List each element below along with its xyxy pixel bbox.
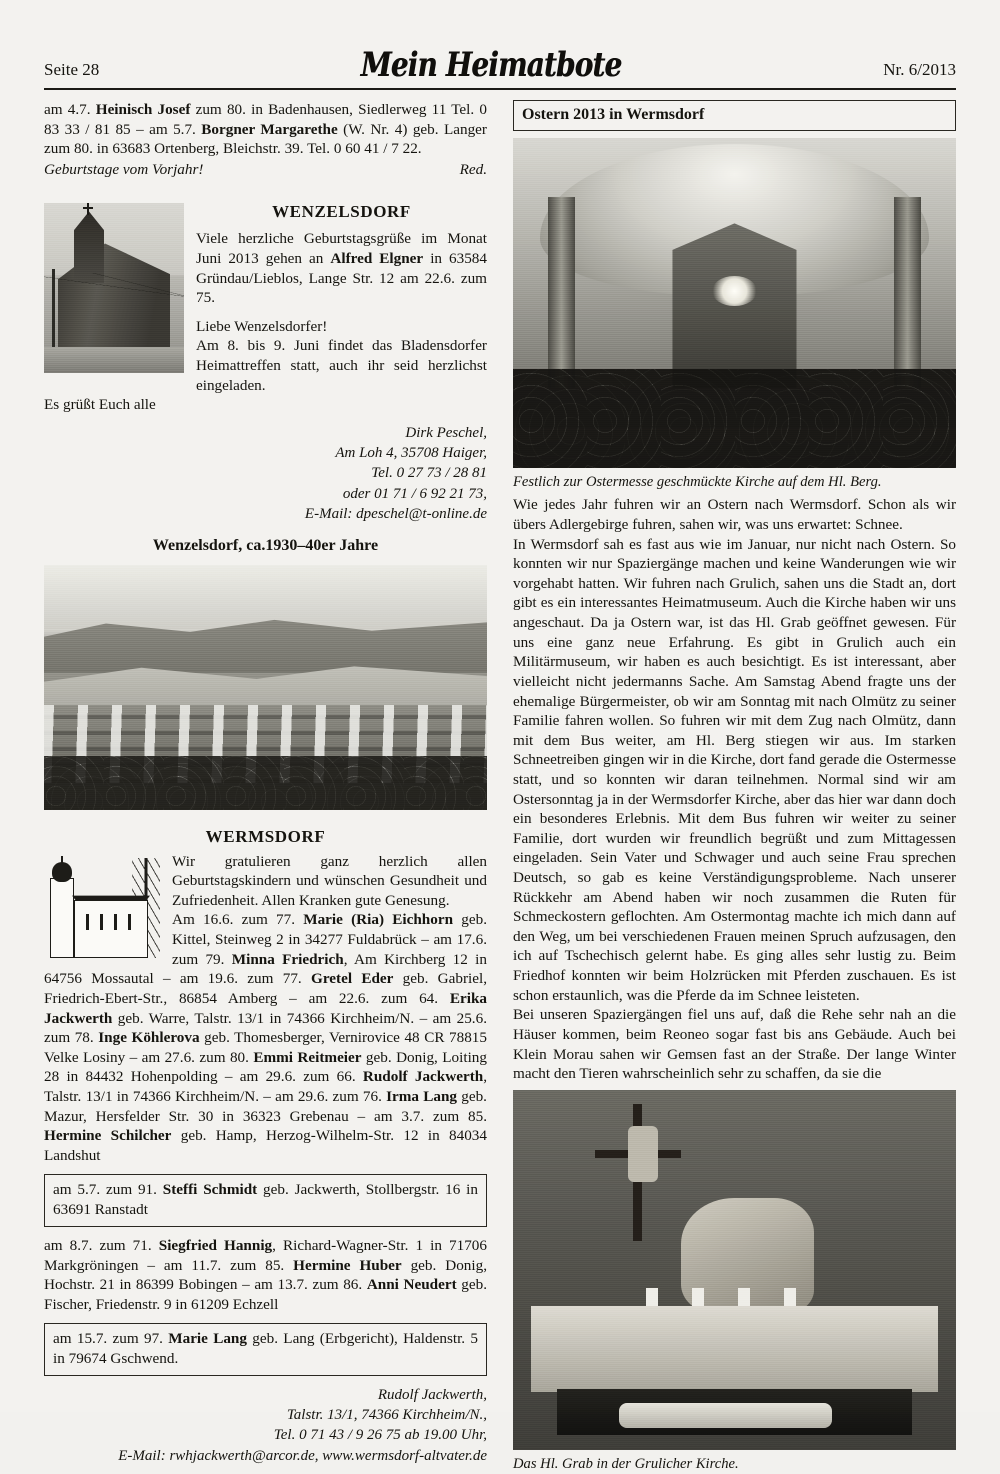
holy-grave-caption: Das Hl. Grab in der Grulicher Kirche. xyxy=(513,1455,739,1472)
wermsdorf-intro: Wir gratulieren ganz herzlich allen Geburtstagskindern und wünschen Gesundheit und Zufriedenheit. Allen Kranken gute Genesung. xyxy=(172,852,487,909)
wenzelsdorf-panorama-photo xyxy=(44,565,487,810)
birthdays-continued-text: am 4.7. Heinisch Josef zum 80. in Badenhausen, Siedlerweg 11 Tel. 0 83 33 / 81 85 – am 5.7. Borgner Margarethe (W. Nr. 4) geb. Langer zum 80. in 63683 Ortenberg, Bleichstr. 39. Tel. 0 60 41 / 7 22. xyxy=(44,101,487,158)
left-column xyxy=(44,100,487,1464)
holy-grave-photo xyxy=(513,1090,956,1450)
ostern-heading: Ostern 2013 in Wermsdorf xyxy=(513,100,956,131)
signature-line: Am Loh 4, 35708 Haiger, xyxy=(335,445,487,462)
section-wenzelsdorf xyxy=(44,201,487,809)
ostern-para-2: In Wermsdorf sah es fast aus wie im Januar, nur nicht nach Ostern. So konnten wir nur Spaziergänge machen und keine Wanderungen wie wir vorgehabt hatten. Wir fuhren nach Grulich, sahen uns die Stadt an, dort gibt es ein interessantes Heimatmuseum. Auch die Kirche haben wir uns angeschaut. Da ja Ostern war, ist das Hl. Grab geöffnet gewesen. Für uns eine ganz neue Erfahrung. Es gibt in Grulich auch ein Militärmuseum, wir haben es auch besichtigt. Es ist interessant, aber vielleicht nicht jedermanns Sache. Am Samstag Abend fragte uns der ehemalige Bürgermeister, ob wir am Sonntag mit nach Olmütz zu seiner Familie fahren wollen. So fuhren wir mit dem Zug nach Olmütz, dann mit dem Bus weiter, am Hl. Berg stiegen wir aus. Im starken Schneetreiben gingen wir in die Kirche, dort fand gerade die Ostermesse statt, und so konnten wir daran teilnehmen. Normal sind wir am Ostersonntag ja in der Wermsdorfer Kirche, aber das hier war dann doch ein besonderes Erlebnis. Mit dem Bus fuhren wir weiter zu seiner Familie, dort wurden wir freundlich begrüßt und zum Mittagessen eingeladen. Sein Vater und Schwager und auch seine Frau sprechen Deutsch, so gab es keine Verständigungsprobleme. Nach unserer Rückkehr am Abend haben wir noch zusammen die Ruten für Schmeckostern geflochten. Am Ostermontag machte ich mich dann auf den Weg, um bei verschiedenen Frauen meinen Spruch aufzusagen, den ich auf Tschechisch gelernt habe. Es ging alles sehr lustig zu. Beim Friedhof konnten wir beim Holzrücken mit Pferden zuschauen. Es ist schon erstaunlich, was die Pferde da im Schnee leisteten. xyxy=(513,535,956,1004)
church-interior-photo xyxy=(513,138,956,468)
signature-line: Tel. 0 27 73 / 28 81 xyxy=(371,465,487,482)
wermsdorf-box-1: am 5.7. zum 91. Steffi Schmidt geb. Jackwerth, Stollbergstr. 16 in 63691 Ranstadt xyxy=(44,1174,487,1227)
wenzelsdorf-heading: WENZELSDORF xyxy=(272,202,411,222)
wenzelsdorf-para-2: Am 8. bis 9. Juni findet das Bladensdorfer Heimattreffen statt, auch ihr seid herzlichst eingeladen. xyxy=(196,337,487,394)
signature-line: Tel. 0 71 43 / 9 26 75 ab 19.00 Uhr, xyxy=(273,1427,487,1444)
church-interior-caption: Festlich zur Ostermesse geschmückte Kirche auf dem Hl. Berg. xyxy=(513,473,882,490)
wermsdorf-heading: WERMSDORF xyxy=(205,826,326,846)
signature-line: Talstr. 13/1, 74366 Kirchheim/N., xyxy=(286,1407,487,1424)
ostern-para-3: Bei unseren Spaziergängen fiel uns auf, daß die Rehe sehr nah an die Häuser kommen, beim Reoneo sogar fast bis ans Gebäude. Auch bei Klein Morau sahen wir Gemsen fast an der Straße. Der lange Winter macht den Tieren wahrscheinlich sehr zu schaffen, da sie die xyxy=(513,1006,956,1083)
wermsdorf-box-2: am 15.7. zum 97. Marie Lang geb. Lang (Erbgericht), Haldenstr. 5 in 79674 Gschwend. xyxy=(44,1323,487,1376)
panorama-caption: Wenzelsdorf, ca.1930–40er Jahre xyxy=(152,537,379,555)
issue-number: Nr. 6/2013 xyxy=(883,60,956,79)
signature-line: Rudolf Jackwerth, xyxy=(377,1386,487,1403)
wermsdorf-signature xyxy=(44,1385,487,1466)
two-column-layout xyxy=(44,100,956,1472)
signature-email: E-Mail: rwhjackwerth@arcor.de, www.wermsdorf-altvater.de xyxy=(118,1447,487,1464)
chapel-photo xyxy=(44,203,184,373)
wenzelsdorf-salutation: Liebe Wenzelsdorfer! xyxy=(196,317,328,335)
birthdays-signoff: Red. xyxy=(459,160,487,178)
signature-email: E-Mail: dpeschel@t-online.de xyxy=(304,505,487,522)
wermsdorf-birthday-list-2: am 8.7. zum 71. Siegfried Hannig, Richard-Wagner-Str. 1 in 71706 Markgröningen – am 11.7. zum 85. Hermine Huber geb. Donig, Hochstr. 21 in 86399 Bobingen – am 13.7. zum 86. Anni Neudert geb. Fischer, Friedenstr. 9 in 61209 Echzell xyxy=(44,1236,487,1313)
publication-title: Mein Heimatbote xyxy=(360,45,622,85)
masthead xyxy=(44,34,956,90)
page-number: Seite 28 xyxy=(44,60,100,79)
section-wermsdorf xyxy=(44,826,487,1466)
wenzelsdorf-signature xyxy=(44,423,487,524)
birthdays-note: Geburtstage vom Vorjahr! xyxy=(44,160,204,178)
wenzelsdorf-para-1: Viele herzliche Geburtstagsgrüße im Monat Juni 2013 gehen an Alfred Elgner in 63584 Gründau/Lieblos, Lange Str. 12 am 22.6. zum 75. xyxy=(196,230,487,307)
signature-line: oder 01 71 / 6 92 21 73, xyxy=(342,485,487,502)
wenzelsdorf-greeting: Es grüßt Euch alle xyxy=(44,396,156,414)
signature-line: Dirk Peschel, xyxy=(405,424,487,441)
wermsdorf-birthday-list-1: Am 16.6. zum 77. Marie (Ria) Eichhorn geb. Kittel, Steinweg 2 in 34277 Fuldabrück – am 17.6. zum 79. Minna Friedrich, Am Kirchberg 12 in 64756 Mossautal – am 19.6. zum 77. Gretel Eder geb. Gabriel, Friedrich-Ebert-Str., 86854 Amberg – am 22.6. zum 64. Erika Jackwerth geb. Warre, Talstr. 13/1 in 74366 Kirchheim/N. – am 25.6. zum 78. Inge Köhlerova geb. Thomesberger, Vernirovice 48 CR 78815 Velke Losiny – am 27.6. zum 80. Emmi Reitmeier geb. Donig, Loiting 28 in 84432 Hohenpolding – am 29.6. zum 66. Rudolf Jackwerth, Talstr. 13/1 in 74366 Kirchheim/N. – am 29.6. zum 76. Irma Lang geb. Mazur, Hersfelder Str. 30 in 36323 Grebenau – am 3.7. zum 85. Hermine Schilcher geb. Hamp, Herzog-Wilhelm-Str. 12 in 84034 Landshut xyxy=(44,911,487,1164)
right-column xyxy=(513,100,956,1472)
wermsdorf-church-drawing xyxy=(44,856,162,964)
ostern-para-1: Wie jedes Jahr fuhren wir an Ostern nach Wermsdorf. Schon als wir übers Adlergebirge fuhren, sahen wir, was uns erwartet: Schnee. xyxy=(513,496,956,534)
